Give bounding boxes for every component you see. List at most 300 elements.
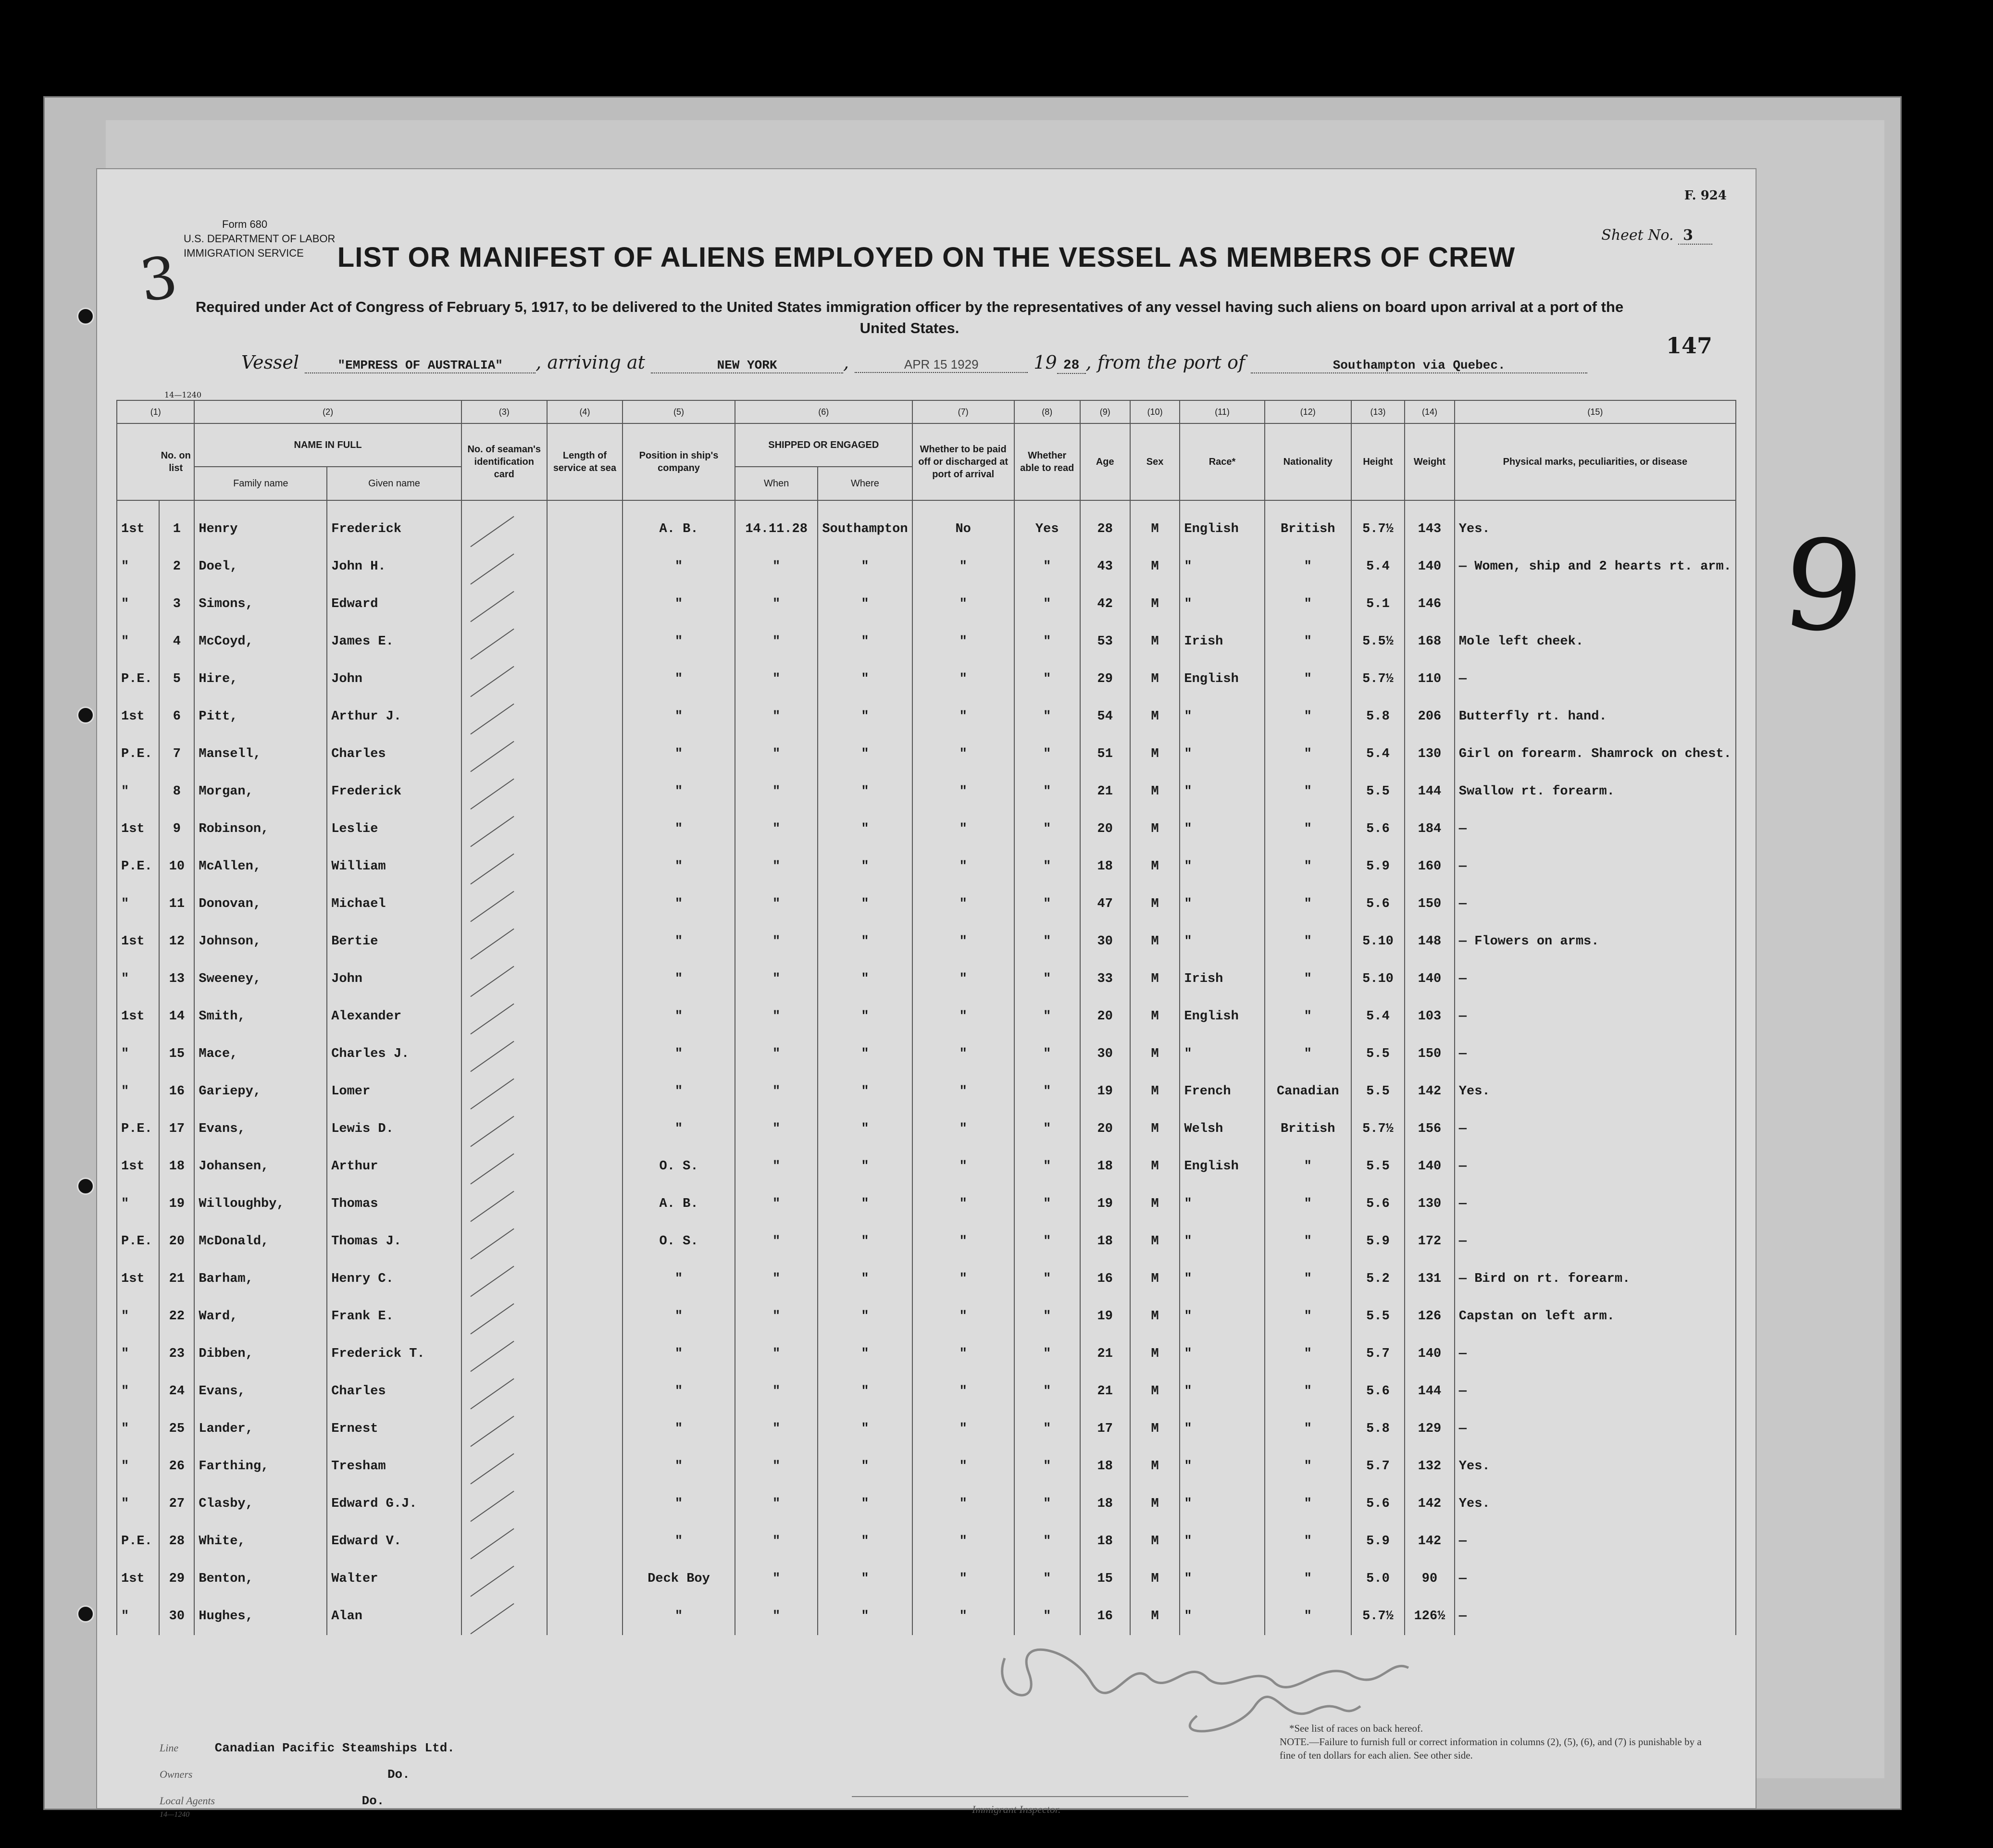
weight: 131 [1405,1260,1455,1298]
race: English [1180,660,1264,698]
position: " [623,660,735,698]
given-name: Frederick T. [327,1335,461,1373]
shipped-when: " [735,848,818,885]
check-mark [470,629,514,660]
id-card-cell [461,660,547,698]
family-name: Willoughby, [194,1185,327,1223]
weight: 160 [1405,848,1455,885]
shipped-when: " [735,1223,818,1260]
sex: M [1130,1523,1180,1560]
height: 5.10 [1351,960,1405,998]
physical-marks: — [1455,885,1736,923]
table-row [117,1260,1736,1298]
race: " [1180,848,1264,885]
able-read: " [1014,998,1080,1035]
shipped-when: " [735,1410,818,1448]
race: " [1180,1448,1264,1485]
race: " [1180,1560,1264,1598]
physical-marks: — [1455,660,1736,698]
sex: M [1130,773,1180,810]
shipped-where: " [818,1073,912,1110]
position: A. B. [623,1185,735,1223]
race: " [1180,1223,1264,1260]
age: 51 [1080,735,1130,773]
row-prefix: 1st [117,1148,159,1185]
shipped-when: " [735,1035,818,1073]
age: 20 [1080,998,1130,1035]
id-card-cell [461,1035,547,1073]
height: 5.7 [1351,1448,1405,1485]
given-name: Leslie [327,810,461,848]
weight: 144 [1405,773,1455,810]
row-number: 8 [159,773,194,810]
height: 5.5 [1351,1035,1405,1073]
check-mark [470,1566,514,1597]
able-read: " [1014,810,1080,848]
shipped-where: " [818,1523,912,1560]
age: 19 [1080,1298,1130,1335]
physical-marks: — [1455,1523,1736,1560]
length-service-cell [547,1223,623,1260]
weight: 140 [1405,1148,1455,1185]
length-service-cell [547,1485,623,1523]
height: 5.8 [1351,698,1405,735]
length-service-cell [547,923,623,960]
date-stamp: APR 15 1929 [855,357,1028,373]
position: " [623,1523,735,1560]
race: " [1180,923,1264,960]
given-name: Lomer [327,1073,461,1110]
weight: 172 [1405,1223,1455,1260]
physical-marks: Yes. [1455,1448,1736,1485]
shipped-when: " [735,698,818,735]
row-prefix: " [117,1335,159,1373]
check-mark [470,1416,514,1447]
shipped-where: " [818,885,912,923]
length-service-cell [547,885,623,923]
row-prefix: 1st [117,698,159,735]
id-card-cell [461,810,547,848]
shipped-where: " [818,735,912,773]
race: French [1180,1073,1264,1110]
id-card-cell [461,923,547,960]
row-prefix: P.E. [117,660,159,698]
able-read: " [1014,1298,1080,1335]
race: " [1180,735,1264,773]
row-prefix: " [117,548,159,585]
manifest-sheet [96,168,1756,1819]
row-number: 27 [159,1485,194,1523]
check-mark [470,1116,514,1147]
weight: 130 [1405,735,1455,773]
length-service-cell [547,1335,623,1373]
table-row [117,1223,1736,1260]
shipped-where: " [818,1035,912,1073]
height: 5.10 [1351,923,1405,960]
row-number: 10 [159,848,194,885]
race: " [1180,773,1264,810]
check-mark [470,1528,514,1560]
id-card-cell [461,1485,547,1523]
age: 42 [1080,585,1130,623]
note-penalty: NOTE.—Failure to furnish full or correct information in columns (2), (5), (6), and (7) is punishable by a fine of ten dollars for each alien. See other side. [1280,1736,1702,1761]
sex: M [1130,660,1180,698]
family-name: Morgan, [194,773,327,810]
weight: 206 [1405,698,1455,735]
shipped-where: " [818,1373,912,1410]
shipped-when: " [735,585,818,623]
age: 21 [1080,773,1130,810]
id-card-cell [461,1298,547,1335]
weight: 184 [1405,810,1455,848]
position: " [623,885,735,923]
given-name: Tresham [327,1448,461,1485]
row-number: 2 [159,548,194,585]
paid-off: " [912,1523,1014,1560]
race: " [1180,1035,1264,1073]
arriving-port: NEW YORK [651,358,843,373]
physical-marks: — [1455,1035,1736,1073]
given-name: Bertie [327,923,461,960]
row-number: 13 [159,960,194,998]
weight: 143 [1405,500,1455,548]
able-read: " [1014,623,1080,660]
id-card-cell [461,735,547,773]
nationality: " [1265,1185,1351,1223]
row-number: 1 [159,500,194,548]
shipped-when: " [735,1185,818,1223]
shipped-where: " [818,960,912,998]
position: " [623,623,735,660]
paid-off: " [912,998,1014,1035]
length-service-cell [547,1110,623,1148]
row-number: 14 [159,998,194,1035]
family-name: White, [194,1523,327,1560]
shipped-where: " [818,773,912,810]
header-length-service: Length of service at sea [547,423,623,500]
row-prefix: " [117,885,159,923]
weight: 110 [1405,660,1455,698]
sex: M [1130,1560,1180,1598]
able-read: " [1014,923,1080,960]
sheet-label: Sheet No. [1601,227,1674,244]
weight: 142 [1405,1523,1455,1560]
check-mark [470,591,514,622]
shipped-when: " [735,548,818,585]
row-prefix: 1st [117,1260,159,1298]
age: 18 [1080,1485,1130,1523]
position: " [623,1260,735,1298]
table-row [117,500,1736,548]
row-prefix: " [117,1035,159,1073]
height: 5.7 [1351,1335,1405,1373]
check-mark [470,1378,514,1410]
family-name: Smith, [194,998,327,1035]
vessel-name: "EMPRESS OF AUSTRALIA" [305,358,536,373]
row-prefix: " [117,960,159,998]
row-prefix: " [117,623,159,660]
race: " [1180,548,1264,585]
physical-marks: — [1455,1148,1736,1185]
length-service-cell [547,960,623,998]
given-name: Arthur J. [327,698,461,735]
family-name: Mace, [194,1035,327,1073]
paid-off: " [912,623,1014,660]
age: 18 [1080,1523,1130,1560]
inspector-signature-line [852,1796,1188,1797]
length-service-cell [547,1523,623,1560]
age: 17 [1080,1410,1130,1448]
handwritten-margin-number: 9 [1776,510,1870,663]
position: Deck Boy [623,1560,735,1598]
shipped-where: " [818,698,912,735]
length-service-cell [547,998,623,1035]
physical-marks: — [1455,848,1736,885]
shipped-where: " [818,923,912,960]
paid-off: " [912,1485,1014,1523]
able-read: " [1014,1148,1080,1185]
id-card-cell [461,1410,547,1448]
shipped-where: " [818,1485,912,1523]
position: " [623,1373,735,1410]
position: " [623,773,735,810]
height: 5.5 [1351,1073,1405,1110]
paid-off: " [912,1373,1014,1410]
check-mark [470,1603,514,1635]
length-service-cell [547,1260,623,1298]
table-row [117,1598,1736,1635]
position: A. B. [623,500,735,548]
check-mark [470,779,514,810]
height: 5.9 [1351,848,1405,885]
department-name: U.S. DEPARTMENT OF LABOR [184,233,336,245]
age: 19 [1080,1073,1130,1110]
able-read: " [1014,1223,1080,1260]
height: 5.0 [1351,1560,1405,1598]
physical-marks: Swallow rt. forearm. [1455,773,1736,810]
physical-marks: — [1455,810,1736,848]
length-service-cell [547,848,623,885]
check-mark [470,929,514,960]
punch-hole [77,308,94,325]
family-name: Evans, [194,1373,327,1410]
table-row [117,1560,1736,1598]
height: 5.5 [1351,1298,1405,1335]
paid-off: " [912,1035,1014,1073]
physical-marks: — [1455,1110,1736,1148]
given-name: Frank E. [327,1298,461,1335]
shipped-when: " [735,773,818,810]
sex: M [1130,1260,1180,1298]
paid-off: " [912,773,1014,810]
age: 53 [1080,623,1130,660]
nationality: " [1265,1298,1351,1335]
position: " [623,1035,735,1073]
race: " [1180,1185,1264,1223]
height: 5.4 [1351,548,1405,585]
length-service-cell [547,1298,623,1335]
shipped-when: " [735,1560,818,1598]
row-number: 23 [159,1335,194,1373]
paid-off: " [912,1560,1014,1598]
family-name: Ward, [194,1298,327,1335]
given-name: Frederick [327,500,461,548]
table-row [117,1035,1736,1073]
age: 16 [1080,1260,1130,1298]
length-service-cell [547,500,623,548]
weight: 146 [1405,585,1455,623]
position: " [623,1448,735,1485]
header-race: Race* [1180,423,1264,500]
vessel-line: Vessel "EMPRESS OF AUSTRALIA" , arriving at NEW YORK , APR 15 1929 19 28 , from the port of Southampton via Quebec. [241,352,1587,374]
crew-rows [117,500,1736,1635]
agents-label: Local Agents [160,1795,215,1807]
given-name: James E. [327,623,461,660]
nationality: " [1265,923,1351,960]
weight: 150 [1405,1035,1455,1073]
shipped-where: " [818,1110,912,1148]
race: " [1180,1298,1264,1335]
sex: M [1130,1335,1180,1373]
paid-off: " [912,1185,1014,1223]
row-prefix: P.E. [117,1523,159,1560]
id-card-cell [461,773,547,810]
table-row [117,1410,1736,1448]
check-mark [470,704,514,735]
race: " [1180,1335,1264,1373]
shipped-where: " [818,810,912,848]
physical-marks: Yes. [1455,1485,1736,1523]
family-name: Hire, [194,660,327,698]
col-num-12: (12) [1265,400,1351,423]
race: Welsh [1180,1110,1264,1148]
sex: M [1130,1598,1180,1635]
race: " [1180,1260,1264,1298]
able-read: " [1014,660,1080,698]
given-name: Henry C. [327,1260,461,1298]
shipped-when: " [735,1298,818,1335]
weight: 129 [1405,1410,1455,1448]
row-number: 7 [159,735,194,773]
table-row [117,960,1736,998]
sex: M [1130,548,1180,585]
given-name: John [327,960,461,998]
sex: M [1130,585,1180,623]
nationality: " [1265,885,1351,923]
table-row [117,698,1736,735]
year-label: 19 [1034,352,1057,373]
row-prefix: " [117,1185,159,1223]
sex: M [1130,960,1180,998]
position: " [623,698,735,735]
family-name: Dibben, [194,1335,327,1373]
table-row [117,1523,1736,1560]
table-row [117,1148,1736,1185]
paid-off: " [912,1448,1014,1485]
row-number: 15 [159,1035,194,1073]
position: " [623,848,735,885]
shipped-when: " [735,885,818,923]
race: " [1180,1598,1264,1635]
header-id-card: No. of seaman's identification card [461,423,547,500]
nationality: " [1265,810,1351,848]
length-service-cell [547,548,623,585]
nationality: " [1265,1410,1351,1448]
table-row [117,885,1736,923]
shipped-where: " [818,1560,912,1598]
col-num-13: (13) [1351,400,1405,423]
row-number: 24 [159,1373,194,1410]
height: 5.6 [1351,885,1405,923]
age: 43 [1080,548,1130,585]
height: 5.4 [1351,998,1405,1035]
shipped-where: " [818,1298,912,1335]
length-service-cell [547,773,623,810]
position: " [623,735,735,773]
family-name: Evans, [194,1110,327,1148]
race: " [1180,585,1264,623]
check-mark [470,666,514,697]
length-service-cell [547,1035,623,1073]
able-read: " [1014,698,1080,735]
table-row [117,810,1736,848]
height: 5.8 [1351,1410,1405,1448]
race: English [1180,998,1264,1035]
sex: M [1130,1035,1180,1073]
length-service-cell [547,810,623,848]
paid-off: " [912,1260,1014,1298]
paid-off: " [912,1410,1014,1448]
id-card-cell [461,623,547,660]
col-num-5: (5) [623,400,735,423]
check-mark [470,1041,514,1072]
check-mark [470,854,514,885]
age: 20 [1080,1110,1130,1148]
weight: 132 [1405,1448,1455,1485]
position: O. S. [623,1148,735,1185]
id-card-cell [461,998,547,1035]
sex: M [1130,698,1180,735]
length-service-cell [547,660,623,698]
header-paid-off: Whether to be paid off or discharged at port of arrival [912,423,1014,500]
paid-off: " [912,698,1014,735]
height: 5.4 [1351,735,1405,773]
age: 21 [1080,1335,1130,1373]
weight: 142 [1405,1073,1455,1110]
age: 33 [1080,960,1130,998]
length-service-cell [547,1185,623,1223]
physical-marks: — Women, ship and 2 hearts rt. arm. [1455,548,1736,585]
row-number: 11 [159,885,194,923]
length-service-cell [547,735,623,773]
header-physical-marks: Physical marks, peculiarities, or disease [1455,423,1736,500]
id-card-cell [461,698,547,735]
punch-hole [77,707,94,724]
physical-marks: Girl on forearm. Shamrock on chest. [1455,735,1736,773]
col-num-14: (14) [1405,400,1455,423]
able-read: " [1014,1185,1080,1223]
physical-marks: — Bird on rt. forearm. [1455,1260,1736,1298]
nationality: " [1265,735,1351,773]
nationality: British [1265,500,1351,548]
able-read: " [1014,1485,1080,1523]
paid-off: " [912,1148,1014,1185]
nationality: " [1265,1223,1351,1260]
table-row [117,1073,1736,1110]
shipped-where: " [818,548,912,585]
row-prefix: P.E. [117,1223,159,1260]
physical-marks: — [1455,1335,1736,1373]
